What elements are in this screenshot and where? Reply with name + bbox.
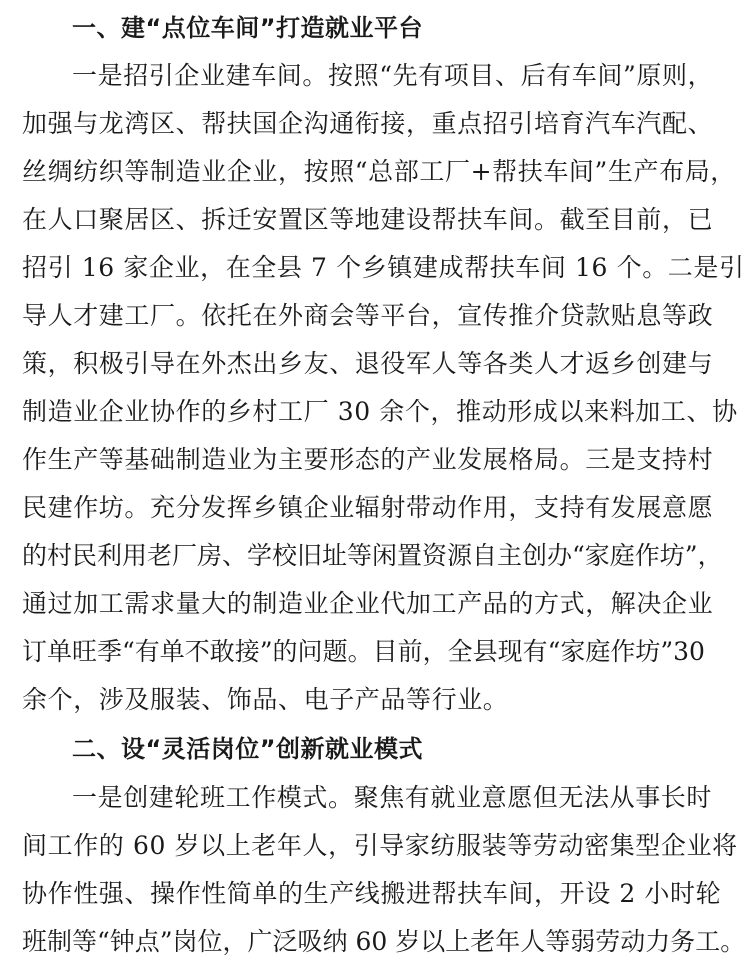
paragraph-line: 班制等“钟点”岗位，广泛吸纳 60 岁以上老年人等弱劳动力务工。: [22, 927, 746, 956]
paragraph-line: 间工作的 60 岁以上老年人，引导家纺服装等劳动密集型企业将: [22, 831, 738, 860]
paragraph-line: 一是创建轮班工作模式。聚焦有就业意愿但无法从事长时: [72, 783, 713, 812]
paragraph-line: 策，积极引导在外杰出乡友、退役军人等各类人才返乡创建与: [22, 349, 714, 378]
paragraph-line: 一是招引企业建车间。按照“先有项目、后有车间”原则，: [72, 61, 714, 90]
paragraph-line: 丝绸纺织等制造业企业，按照“总部工厂+帮扶车间”生产布局，: [22, 157, 736, 186]
paragraph-line: 民建作坊。充分发挥乡镇企业辐射带动作用，支持有发展意愿: [22, 493, 714, 522]
section-heading-1: 一、建“点位车间”打造就业平台: [72, 14, 424, 42]
paragraph-line: 订单旺季“有单不敢接”的问题。目前，全县现有“家庭作坊”30: [22, 637, 705, 666]
paragraph-line: 作生产等基础制造业为主要形态的产业发展格局。三是支持村: [22, 445, 714, 474]
paragraph-line: 的村民利用老厂房、学校旧址等闲置资源自主创办“家庭作坊”，: [22, 541, 723, 570]
paragraph-line: 制造业企业协作的乡村工厂 30 余个，推动形成以来料加工、协: [22, 397, 738, 426]
paragraph-line: 加强与龙湾区、帮扶国企沟通衔接，重点招引培育汽车汽配、: [22, 109, 714, 138]
section-heading-2: 二、设“灵活岗位”创新就业模式: [72, 735, 424, 763]
paragraph-line: 通过加工需求量大的制造业企业代加工产品的方式，解决企业: [22, 589, 714, 618]
paragraph-line: 在人口聚居区、拆迁安置区等地建设帮扶车间。截至目前，已: [22, 205, 714, 234]
paragraph-line: 招引 16 家企业，在全县 7 个乡镇建成帮扶车间 16 个。二是引: [22, 253, 745, 282]
paragraph-line: 导人才建工厂。依托在外商会等平台，宣传推介贷款贴息等政: [22, 301, 714, 330]
paragraph-line: 余个，涉及服装、饰品、电子产品等行业。: [22, 685, 509, 714]
paragraph-line: 协作性强、操作性简单的生产线搬进帮扶车间，开设 2 小时轮: [22, 879, 722, 908]
